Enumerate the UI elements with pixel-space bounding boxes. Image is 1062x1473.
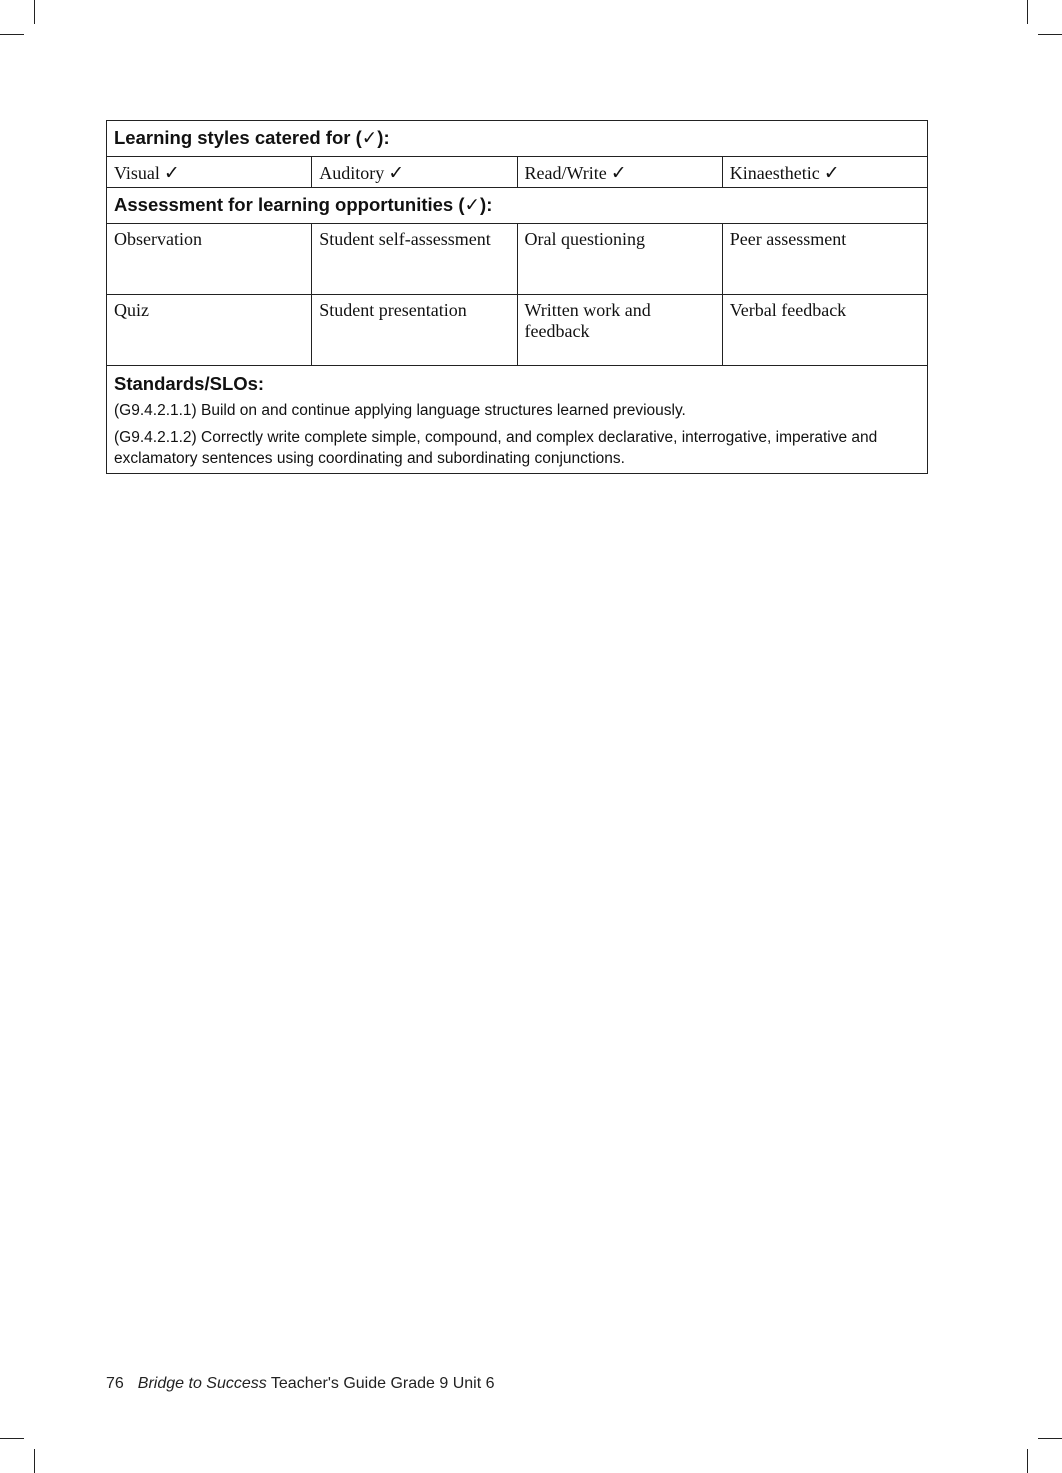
- assessment-cell: Written work and feedback: [517, 295, 722, 366]
- standard-item: (G9.4.2.1.2) Correctly write complete simple, compound, and complex declarative, interrogative, imperative and exclamatory sentences using coordinating and subordinating conjunctions.: [114, 429, 878, 467]
- crop-mark: [0, 1438, 24, 1439]
- assessment-header-row: [107, 188, 928, 224]
- crop-mark: [34, 1449, 35, 1473]
- standards-row: [107, 366, 928, 474]
- assessment-cell: Student presentation: [312, 295, 517, 366]
- checkmark-icon: ✓: [823, 162, 840, 184]
- assessment-cell: Peer assessment: [722, 224, 927, 295]
- learning-styles-heading: Learning styles catered for (✓):: [107, 121, 928, 157]
- learning-styles-row: [107, 157, 928, 188]
- page-footer: [106, 1375, 495, 1393]
- checkmark-icon: ✓: [610, 162, 627, 184]
- page-number: 76: [106, 1375, 124, 1392]
- crop-mark: [34, 0, 35, 24]
- book-title: Bridge to Success: [137, 1375, 267, 1392]
- standard-item: (G9.4.2.1.1) Build on and continue applying language structures learned previously.: [114, 402, 686, 419]
- assessment-cell: Quiz: [107, 295, 312, 366]
- footer-text: Teacher's Guide Grade 9 Unit 6: [270, 1375, 495, 1392]
- checkmark-icon: ✓: [388, 162, 405, 184]
- assessment-cell: Observation: [107, 224, 312, 295]
- crop-mark: [1038, 34, 1062, 35]
- crop-mark: [0, 34, 24, 35]
- assessment-cell: Student self-assessment: [312, 224, 517, 295]
- assessment-row: [107, 224, 928, 295]
- crop-mark: [1027, 1449, 1028, 1473]
- learning-style-visual: Visual ✓: [107, 157, 312, 188]
- assessment-cell: Oral questioning: [517, 224, 722, 295]
- crop-mark: [1027, 0, 1028, 24]
- lesson-plan-table: [106, 120, 928, 474]
- learning-style-read-write: Read/Write ✓: [517, 157, 722, 188]
- assessment-heading: Assessment for learning opportunities (✓):: [107, 188, 928, 224]
- learning-style-kinaesthetic: Kinaesthetic ✓: [722, 157, 927, 188]
- standards-cell: [107, 366, 928, 474]
- checkmark-icon: ✓: [163, 162, 180, 184]
- assessment-row: [107, 295, 928, 366]
- learning-style-auditory: Auditory ✓: [312, 157, 517, 188]
- standards-heading: Standards/SLOs:: [114, 373, 265, 394]
- crop-mark: [1038, 1438, 1062, 1439]
- assessment-cell: Verbal feedback: [722, 295, 927, 366]
- learning-styles-header-row: [107, 121, 928, 157]
